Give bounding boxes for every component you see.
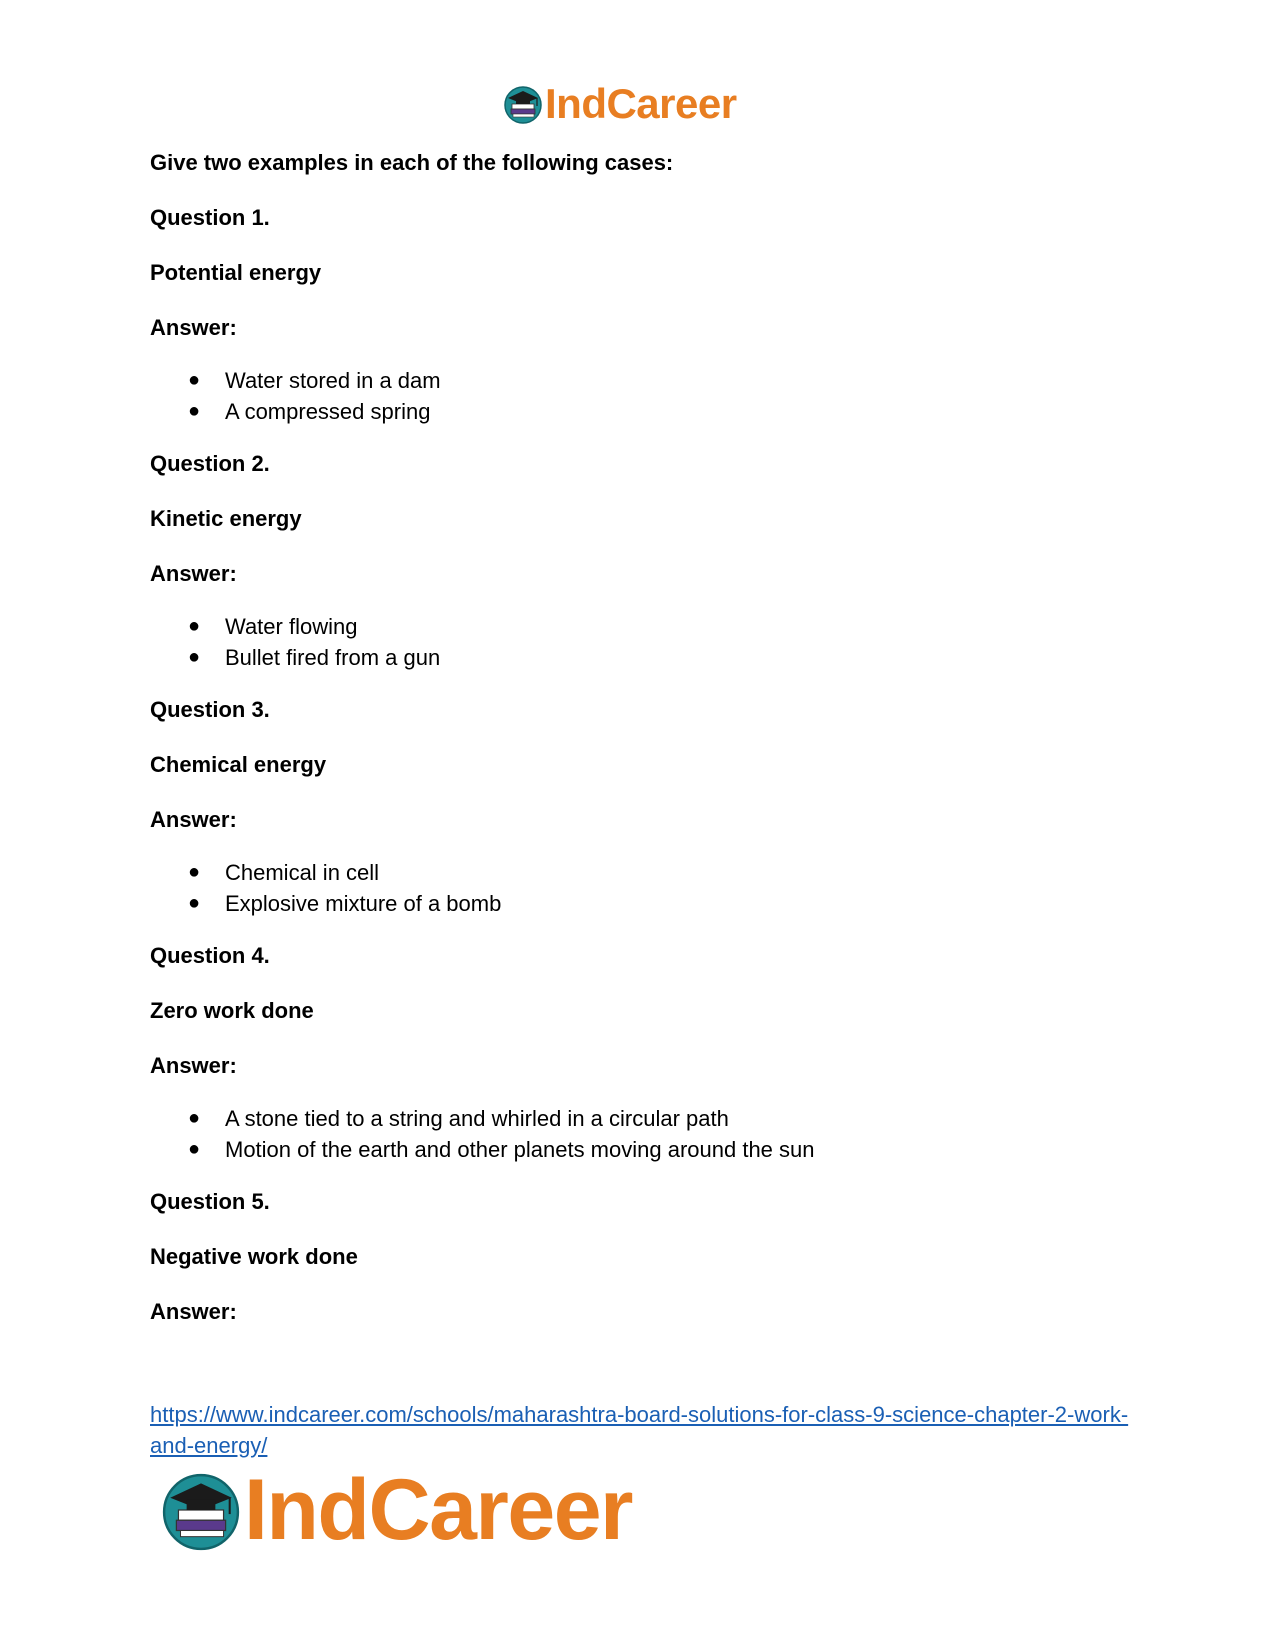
list-item — [150, 857, 1130, 888]
bullet-icon: ● — [188, 615, 201, 637]
question-title: Chemical energy — [150, 752, 327, 777]
answer-list — [150, 365, 1130, 427]
answer-text: Water flowing — [225, 614, 358, 639]
question-title: Zero work done — [150, 998, 314, 1023]
list-item — [150, 888, 1130, 919]
logo-wordmark: IndCareer — [545, 80, 737, 127]
bullet-icon: ● — [188, 400, 201, 422]
bullet-icon: ● — [188, 1138, 201, 1160]
question-number: Question 2. — [150, 451, 270, 476]
question-number: Question 1. — [150, 205, 270, 230]
bullet-icon: ● — [188, 646, 201, 668]
answer-list — [150, 857, 1130, 919]
answer-text: A stone tied to a string and whirled in a circular path — [225, 1106, 729, 1131]
list-item — [150, 611, 1130, 642]
question-number: Question 5. — [150, 1189, 270, 1214]
answer-text: Motion of the earth and other planets moving around the sun — [225, 1137, 815, 1162]
answer-label: Answer: — [150, 1299, 237, 1324]
footer-logo — [160, 1462, 632, 1558]
list-item — [150, 396, 1130, 427]
answer-label: Answer: — [150, 807, 237, 832]
question-block — [150, 695, 1130, 919]
list-item — [150, 1134, 1130, 1165]
answer-label: Answer: — [150, 1053, 237, 1078]
answer-text: A compressed spring — [225, 399, 431, 424]
answer-text: Bullet fired from a gun — [225, 645, 441, 670]
question-block — [150, 1187, 1130, 1327]
list-item — [150, 642, 1130, 673]
document-body — [150, 148, 1130, 1352]
question-title: Negative work done — [150, 1244, 358, 1269]
question-block — [150, 449, 1130, 673]
question-block — [150, 941, 1130, 1165]
answer-list — [150, 611, 1130, 673]
answer-label: Answer: — [150, 315, 237, 340]
answer-text: Water stored in a dam — [225, 368, 441, 393]
bullet-icon: ● — [188, 892, 201, 914]
logo-wordmark: IndCareer — [244, 1462, 632, 1558]
graduation-book-globe-icon — [503, 84, 543, 124]
bullet-icon: ● — [188, 369, 201, 391]
question-block — [150, 203, 1130, 427]
answer-text: Explosive mixture of a bomb — [225, 891, 502, 916]
header-logo — [503, 82, 737, 126]
list-item — [150, 1103, 1130, 1134]
answer-list — [150, 1103, 1130, 1165]
bullet-icon: ● — [188, 1107, 201, 1129]
intro-heading: Give two examples in each of the following cases: — [150, 150, 674, 175]
question-title: Kinetic energy — [150, 506, 302, 531]
graduation-book-globe-icon — [160, 1469, 242, 1551]
source-link[interactable]: https://www.indcareer.com/schools/maharashtra-board-solutions-for-class-9-science-chapter-2-work-and-energy/ — [150, 1402, 1129, 1458]
question-number: Question 3. — [150, 697, 270, 722]
list-item — [150, 365, 1130, 396]
bullet-icon: ● — [188, 861, 201, 883]
answer-label: Answer: — [150, 561, 237, 586]
answer-text: Chemical in cell — [225, 860, 380, 885]
question-number: Question 4. — [150, 943, 270, 968]
question-title: Potential energy — [150, 260, 322, 285]
